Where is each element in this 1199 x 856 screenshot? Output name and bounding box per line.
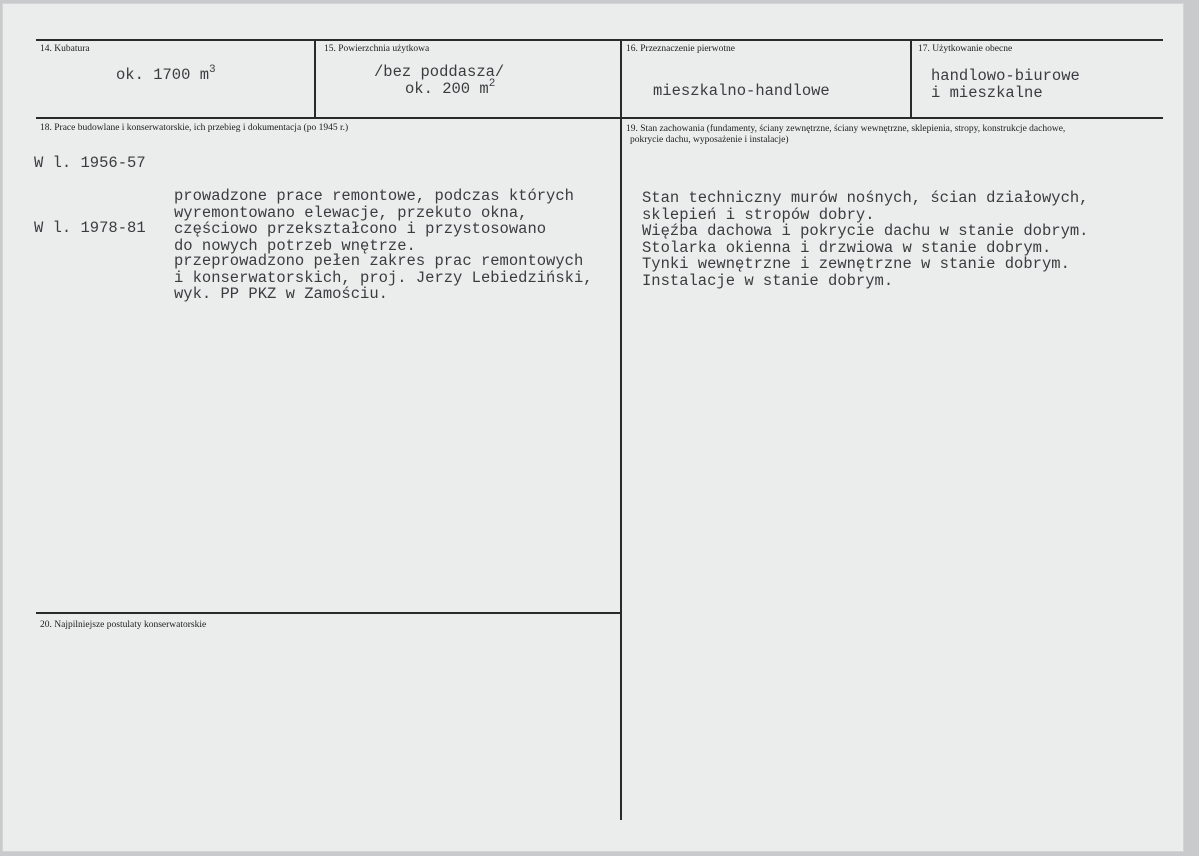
record-card (2, 3, 1184, 852)
field-16-label: 16. Przeznaczenie pierwotne (626, 44, 735, 54)
divider-main (620, 118, 622, 820)
divider-14-15 (314, 40, 316, 118)
row1-rule (36, 117, 1163, 119)
entry-2-date: W l. 1978-81 (34, 219, 146, 237)
field-15-value: /bez poddasza/ ok. 200 $m^2$ (374, 63, 505, 98)
divider-16-17 (910, 40, 912, 118)
field-18-label: 18. Prace budowlane i konserwatorskie, ich przebieg i dokumentacja (po 1945 r.) (40, 123, 349, 133)
field-15-label: 15. Powierzchnia użytkowa (324, 44, 430, 54)
section-20-rule (36, 612, 622, 614)
entry-1-text: prowadzone prace remontowe, podczas których wyremontowano elewacje, przekuto okna, częściowo przekształcono i przystosowano do nowych potrzeb wnętrze. (174, 187, 574, 255)
entry-2-text: przeprowadzono pełen zakres prac remontowych i konserwatorskich, proj. Jerzy Lebiedziński, wyk. PP PKZ w Zamościu. (174, 252, 593, 303)
field-20-label: 20. Najpilniejsze postulaty konserwatorskie (40, 620, 207, 630)
field-14-value: ok. 1700 $m^3$ (116, 64, 216, 84)
field-16-value: mieszkalno-handlowe (653, 82, 830, 100)
entry-1-date: W l. 1956-57 (34, 154, 146, 172)
field-17-value: handlowo-biurowe i mieszkalne (931, 67, 1080, 102)
field-17-label: 17. Użytkowanie obecne (918, 44, 1013, 54)
field-19-text: Stan techniczny murów nośnych, ścian działowych, sklepień i stropów dobry. Więźba dachowa i pokrycie dachu w stanie dobrym. Stolarka okienna i drzwiowa w stanie dobrym. Tynki wewnętrzne i zewnętrzne w stanie dobrym. Instalacje w stanie dobrym. (642, 189, 1089, 290)
field-19-label: 19. Stan zachowania (fundamenty, ściany zewnętrzne, ściany wewnętrzne, sklepienia, stropy, konstrukcje dachowe, pokrycie dachu, wyposażenie i instalacje) (626, 124, 1066, 145)
top-rule (36, 39, 1163, 41)
field-14-label: 14. Kubatura (40, 44, 90, 54)
divider-15-16 (620, 40, 622, 118)
